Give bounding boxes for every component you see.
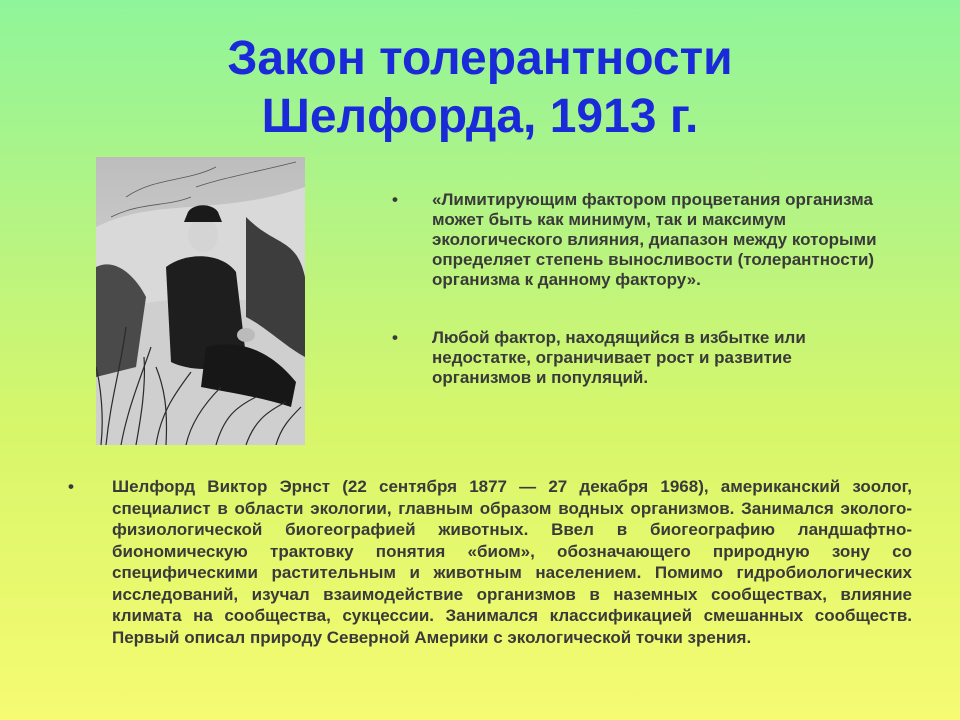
biography-block xyxy=(62,476,912,648)
bullet-dot: • xyxy=(68,477,74,496)
title-line-2: Шелфорда, 1913 г. xyxy=(261,90,699,143)
title-line-1: Закон толерантности xyxy=(227,32,733,85)
key-point-1: • «Лимитирующим фактором процветания организма может быть как минимум, так и максимум экологического влияния, диапазон между которыми определяет степень выносливости (толерантности) организма к данному фактору». xyxy=(388,190,888,290)
portrait-photo xyxy=(96,157,305,445)
biography-text: Шелфорд Виктор Эрнст (22 сентября 1877 — 27 декабря 1968), американский зоолог, специалист в области экологии, главным образом водных организмов. Занимался эколого-физиологической биогеографией животных. Ввел в биогеографию ландшафтно-биономическую трактовку понятия «биом», обозначающего природную зону со специфическими растительным и животным населением. Помимо гидробиологических исследований, изучал взаимодействие организмов в наземных сообществах, влияние климата на сообщества, сукцессии. Занимался классификацией смешанных сообществ. Первый описал природу Северной Америки с экологической точки зрения. xyxy=(112,477,912,647)
key-points-list xyxy=(388,190,888,426)
key-point-2: • Любой фактор, находящийся в избытке или недостатке, ограничивает рост и развитие организмов и популяций. xyxy=(388,328,888,388)
slide-title xyxy=(0,30,960,146)
photo-icon xyxy=(96,157,305,445)
